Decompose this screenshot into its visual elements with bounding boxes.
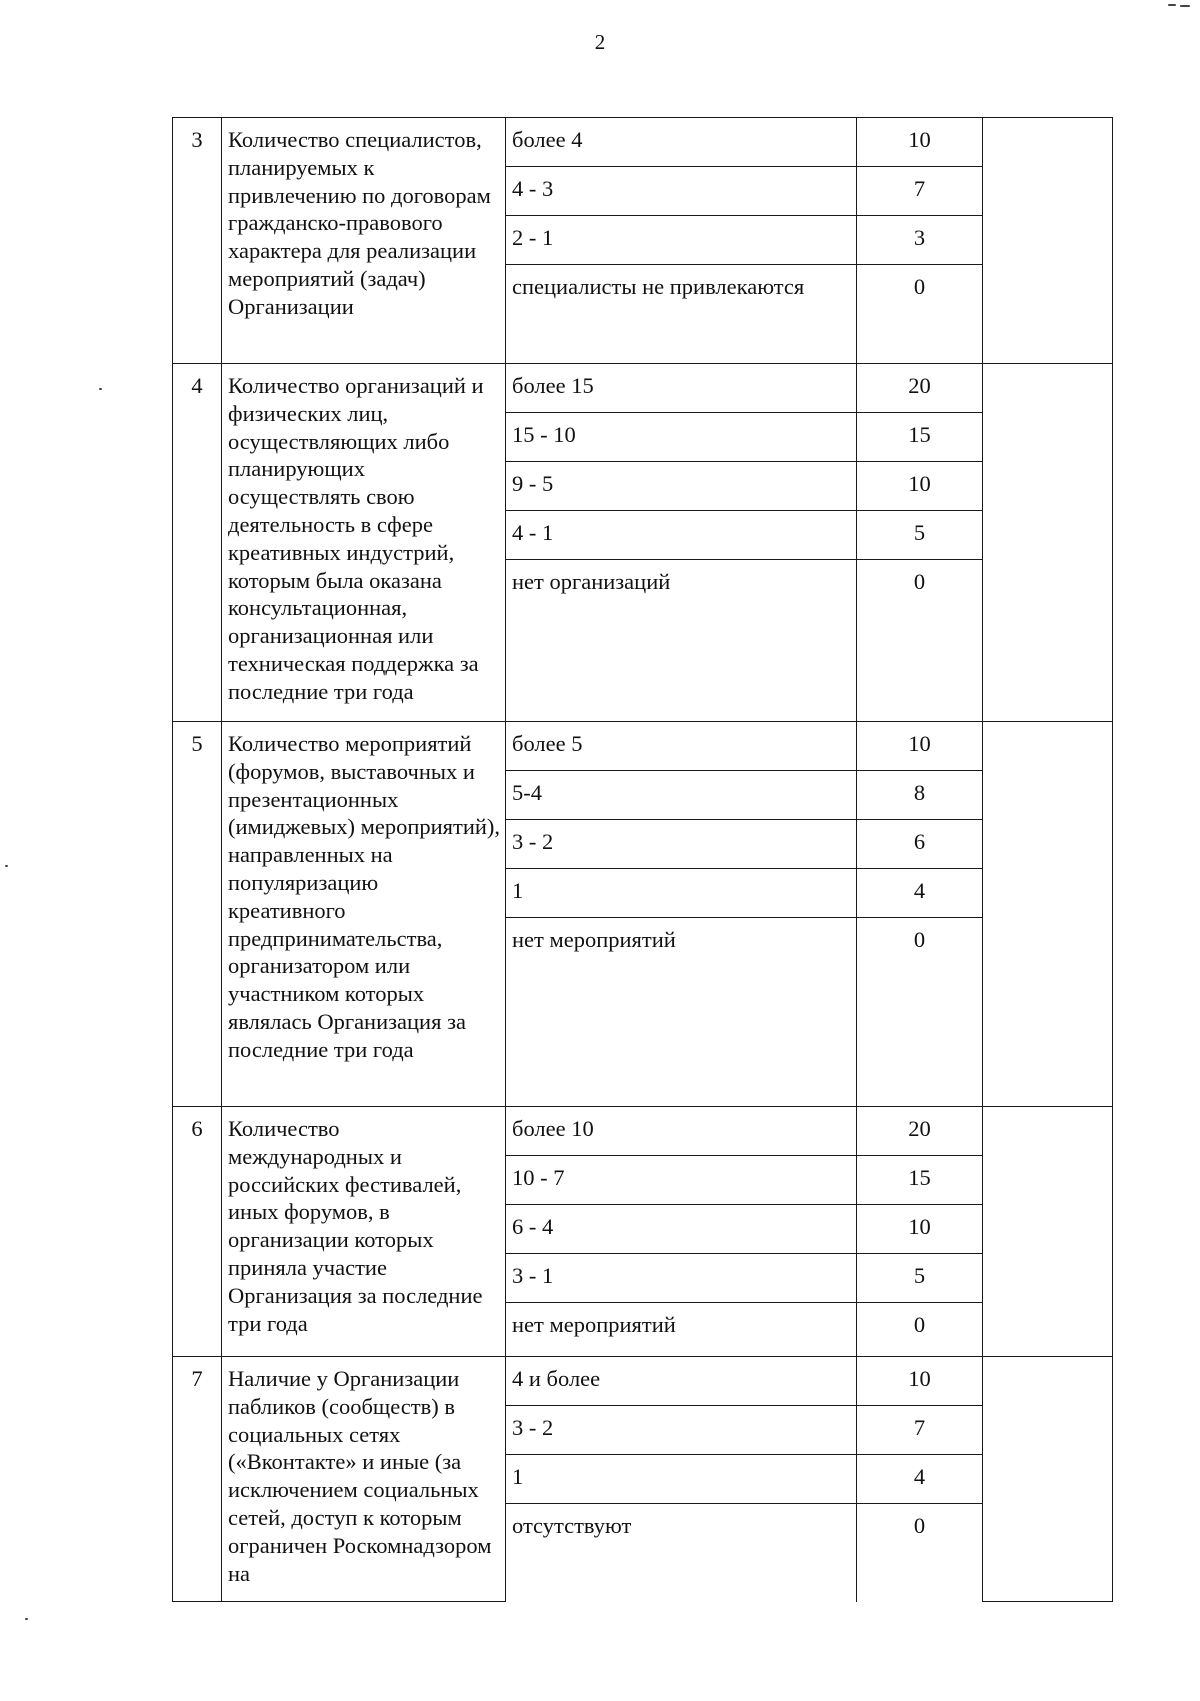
option-label: 5-4 bbox=[506, 771, 857, 820]
scan-mark bbox=[99, 388, 102, 390]
option-points: 15 bbox=[857, 1156, 983, 1205]
option-points: 20 bbox=[857, 1107, 983, 1156]
criterion-name: Количество специалистов, планируемых к привлечению по договорам гражданско-правового характера для реализации мероприятий (задач) Организации bbox=[222, 118, 506, 364]
criteria-table bbox=[172, 117, 1113, 1602]
option-label: 15 - 10 bbox=[506, 413, 857, 462]
criterion-number: 6 bbox=[173, 1107, 222, 1357]
score-cell bbox=[983, 722, 1113, 1107]
criteria-option-row bbox=[173, 1107, 1113, 1156]
option-points: 7 bbox=[857, 1406, 983, 1455]
scan-mark bbox=[1180, 5, 1190, 7]
criterion-number: 3 bbox=[173, 118, 222, 364]
option-label: 3 - 2 bbox=[506, 1406, 857, 1455]
option-label: 3 - 1 bbox=[506, 1254, 857, 1303]
criterion-number: 5 bbox=[173, 722, 222, 1107]
option-points: 4 bbox=[857, 869, 983, 918]
option-points: 4 bbox=[857, 1455, 983, 1504]
option-points: 3 bbox=[857, 216, 983, 265]
option-label: 9 - 5 bbox=[506, 462, 857, 511]
criteria-option-row bbox=[173, 364, 1113, 413]
score-cell bbox=[983, 1107, 1113, 1357]
option-points: 15 bbox=[857, 413, 983, 462]
criterion-name: Наличие у Организации пабликов (сообществ) в социальных сетях («Вконтакте» и иные (за исключением социальных сетей, доступ к которым ограничен Роскомнадзором на bbox=[222, 1357, 506, 1602]
option-label: 10 - 7 bbox=[506, 1156, 857, 1205]
scan-mark bbox=[5, 865, 8, 867]
criterion-name: Количество международных и российских фестивалей, иных форумов, в организации которых приняла участие Организация за последние три года bbox=[222, 1107, 506, 1357]
option-points: 0 bbox=[857, 1504, 983, 1602]
page-number: 2 bbox=[594, 30, 606, 54]
option-label: нет мероприятий bbox=[506, 1303, 857, 1357]
criteria-option-row bbox=[173, 722, 1113, 771]
option-label: более 5 bbox=[506, 722, 857, 771]
option-label: более 15 bbox=[506, 364, 857, 413]
option-points: 10 bbox=[857, 1205, 983, 1254]
option-label: нет организаций bbox=[506, 560, 857, 722]
criteria-option-row bbox=[173, 118, 1113, 167]
option-points: 6 bbox=[857, 820, 983, 869]
option-label: более 4 bbox=[506, 118, 857, 167]
option-points: 10 bbox=[857, 462, 983, 511]
option-points: 5 bbox=[857, 511, 983, 560]
option-points: 10 bbox=[857, 722, 983, 771]
option-label: 2 - 1 bbox=[506, 216, 857, 265]
option-label: 4 и более bbox=[506, 1357, 857, 1406]
option-label: 1 bbox=[506, 869, 857, 918]
option-label: специалисты не привлекаются bbox=[506, 265, 857, 364]
option-label: 4 - 3 bbox=[506, 167, 857, 216]
option-points: 10 bbox=[857, 118, 983, 167]
criteria-option-row bbox=[173, 1357, 1113, 1406]
option-points: 20 bbox=[857, 364, 983, 413]
score-cell bbox=[983, 1357, 1113, 1602]
criterion-name: Количество организаций и физических лиц, осуществляющих либо планирующих осуществлять свою деятельность в сфере креативных индустрий, которым была оказана консультационная, организационная или техническая поддержка за последние три года bbox=[222, 364, 506, 722]
option-points: 10 bbox=[857, 1357, 983, 1406]
criterion-number: 4 bbox=[173, 364, 222, 722]
option-label: 4 - 1 bbox=[506, 511, 857, 560]
option-points: 0 bbox=[857, 1303, 983, 1357]
option-points: 5 bbox=[857, 1254, 983, 1303]
score-cell bbox=[983, 118, 1113, 364]
score-cell bbox=[983, 364, 1113, 722]
option-label: отсутствуют bbox=[506, 1504, 857, 1602]
option-points: 0 bbox=[857, 560, 983, 722]
scan-mark bbox=[25, 1618, 28, 1620]
option-points: 0 bbox=[857, 265, 983, 364]
option-points: 0 bbox=[857, 918, 983, 1107]
option-points: 8 bbox=[857, 771, 983, 820]
scan-mark bbox=[1168, 4, 1176, 6]
option-label: более 10 bbox=[506, 1107, 857, 1156]
option-label: 6 - 4 bbox=[506, 1205, 857, 1254]
option-label: нет мероприятий bbox=[506, 918, 857, 1107]
criterion-name: Количество мероприятий (форумов, выставочных и презентационных (имиджевых) мероприятий), направленных на популяризацию креативного предпринимательства, организатором или участником которых являлась Организация за последние три года bbox=[222, 722, 506, 1107]
option-points: 7 bbox=[857, 167, 983, 216]
option-label: 1 bbox=[506, 1455, 857, 1504]
criterion-number: 7 bbox=[173, 1357, 222, 1602]
option-label: 3 - 2 bbox=[506, 820, 857, 869]
